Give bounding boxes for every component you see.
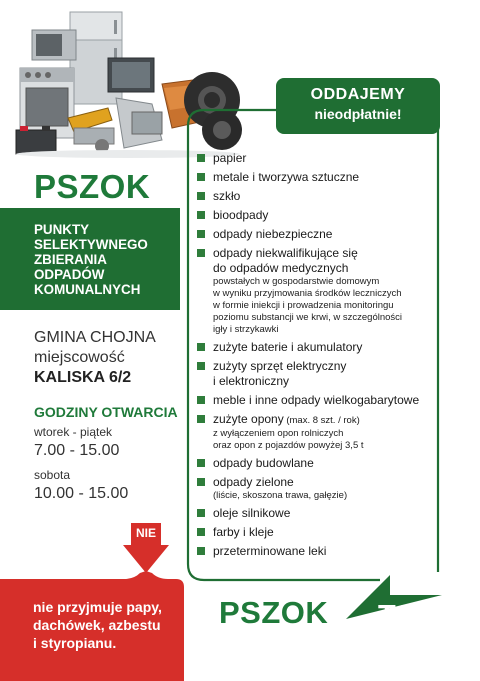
list-item xyxy=(197,412,447,452)
saturday-label: sobota xyxy=(34,468,71,482)
item-label: zużyte baterie i akumulatory xyxy=(213,340,363,354)
item-label: i elektroniczny xyxy=(213,374,290,388)
subtitle-line: KOMUNALNYCH xyxy=(34,282,141,297)
pszok-title: PSZOK xyxy=(34,168,151,205)
subtitle-line: ODPADÓW xyxy=(34,267,105,282)
list-item xyxy=(197,393,447,408)
item-label: metale i tworzywa sztuczne xyxy=(213,170,360,184)
subtitle-line: PUNKTY xyxy=(34,222,90,237)
item-note: w formie iniekcji i prowadzenia monitoringu xyxy=(213,300,394,311)
subtitle-line: SELEKTYWNEGO xyxy=(34,237,148,252)
list-item xyxy=(197,246,447,336)
bullet-icon xyxy=(197,547,205,555)
item-note: w wyniku przyjmowania środków leczniczych xyxy=(213,288,402,299)
item-label: bioodpady xyxy=(213,208,269,222)
item-note: igły i strzykawki xyxy=(213,324,279,335)
item-label: farby i kleje xyxy=(213,525,274,539)
list-item xyxy=(197,227,447,242)
accepted-header xyxy=(276,78,440,134)
accepted-header-title: ODDAJEMY xyxy=(310,86,406,103)
bullet-icon xyxy=(197,173,205,181)
list-item xyxy=(197,475,447,502)
bullet-icon xyxy=(197,528,205,536)
item-note: poziomu substancji we krwi, w szczególności xyxy=(213,312,403,323)
nie-label: NIE xyxy=(135,526,156,540)
gmina-label: GMINA CHOJNA xyxy=(34,329,156,346)
item-note: powstałych w gospodarstwie domowym xyxy=(213,276,380,287)
bullet-icon xyxy=(197,211,205,219)
list-item xyxy=(197,151,447,166)
list-item xyxy=(197,359,447,389)
bullet-icon xyxy=(197,249,205,257)
item-label: zużyty sprzęt elektryczny xyxy=(213,359,347,373)
not-accepted-line: dachówek, azbestu xyxy=(33,617,161,633)
item-qualifier: (max. 8 szt. / rok) xyxy=(283,415,360,426)
item-label: zużyte opony xyxy=(213,412,284,426)
not-accepted-line: nie przyjmuje papy, xyxy=(33,599,162,615)
bullet-icon xyxy=(197,478,205,486)
street-address: KALISKA 6/2 xyxy=(34,369,132,386)
bullet-icon xyxy=(197,192,205,200)
list-item xyxy=(197,208,447,223)
not-accepted-text xyxy=(33,598,183,652)
item-label: odpady niekwalifikujące się xyxy=(213,246,358,260)
bullet-icon xyxy=(197,362,205,370)
item-label: papier xyxy=(213,151,247,165)
saturday-time: 10.00 - 15.00 xyxy=(34,485,129,502)
bullet-icon xyxy=(197,459,205,467)
weekday-label: wtorek - piątek xyxy=(34,425,113,439)
not-accepted-line: i styropianu. xyxy=(33,635,117,651)
accepted-waste-list xyxy=(197,151,447,563)
pszok-bottom-title: PSZOK xyxy=(219,595,329,630)
pszok-subtitle xyxy=(34,222,174,297)
list-item xyxy=(197,544,447,559)
list-item xyxy=(197,189,447,204)
item-label: do odpadów medycznych xyxy=(213,261,349,275)
item-label: przeterminowane leki xyxy=(213,544,327,558)
item-note: z wyłączeniem opon rolniczych xyxy=(213,428,344,439)
list-item xyxy=(197,340,447,355)
bullet-icon xyxy=(197,154,205,162)
bullet-icon xyxy=(197,415,205,423)
item-label: odpady zielone xyxy=(213,475,294,489)
accepted-header-subtitle: nieodpłatnie! xyxy=(314,106,402,122)
item-label: szkło xyxy=(213,189,241,203)
subtitle-line: ZBIERANIA xyxy=(34,252,107,267)
list-item xyxy=(197,525,447,540)
item-note: (liście, skoszona trawa, gałęzie) xyxy=(213,490,348,501)
weekday-time: 7.00 - 15.00 xyxy=(34,442,120,459)
bullet-icon xyxy=(197,343,205,351)
bullet-icon xyxy=(197,396,205,404)
list-item xyxy=(197,506,447,521)
opening-hours xyxy=(34,424,128,510)
tak-label: TAK xyxy=(378,600,436,632)
item-label: odpady niebezpieczne xyxy=(213,227,333,241)
opening-hours-title: GODZINY OTWARCIA xyxy=(34,404,178,420)
list-item xyxy=(197,456,447,471)
item-label: odpady budowlane xyxy=(213,456,314,470)
locality-label: miejscowość xyxy=(34,349,125,366)
bullet-icon xyxy=(197,230,205,238)
item-note: oraz opon z pojazdów powyżej 3,5 t xyxy=(213,440,364,451)
pszok-subtitle-box xyxy=(0,208,180,310)
address-block xyxy=(34,328,156,388)
bullet-icon xyxy=(197,509,205,517)
list-item xyxy=(197,170,447,185)
item-label: meble i inne odpady wielkogabarytowe xyxy=(213,393,420,407)
item-label: oleje silnikowe xyxy=(213,506,291,520)
